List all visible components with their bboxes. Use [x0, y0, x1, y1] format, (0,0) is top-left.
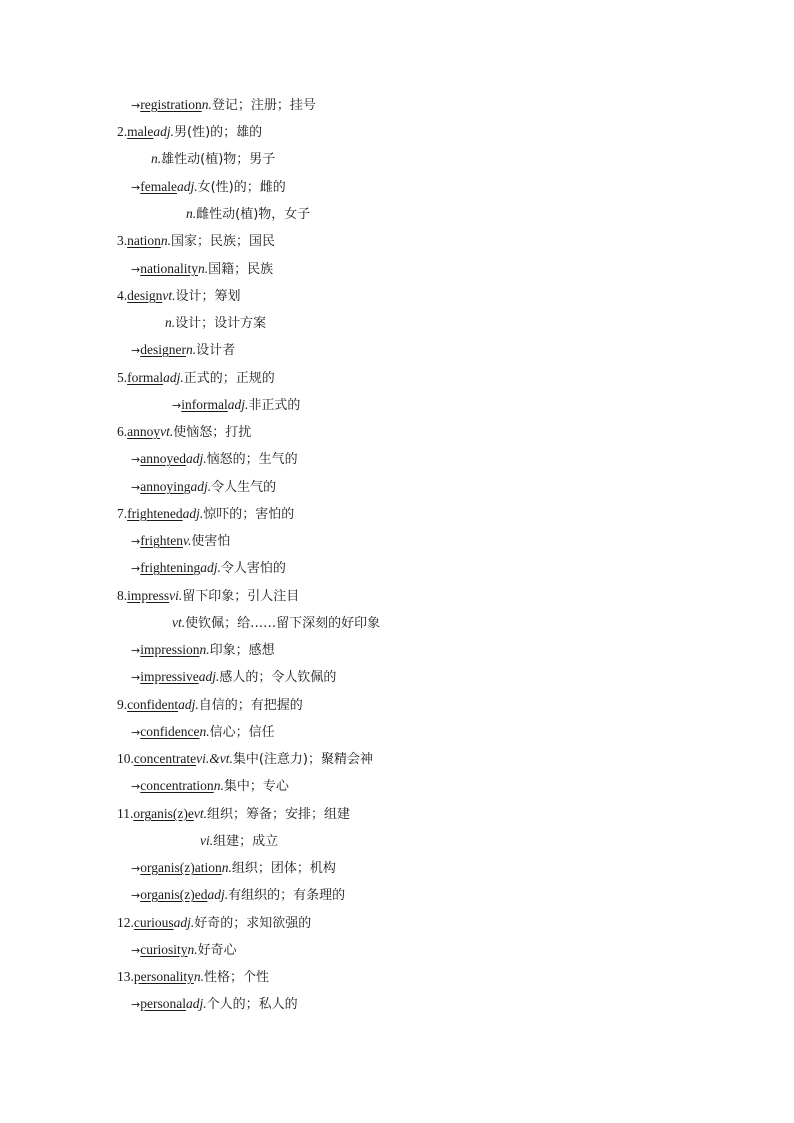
entry-number: 12. [117, 915, 134, 930]
part-of-speech: vt. [193, 806, 207, 821]
vocab-line [117, 914, 311, 932]
part-of-speech: adj. [182, 506, 204, 521]
vocab-line [117, 287, 241, 305]
vocab-word: personal [140, 996, 186, 1011]
part-of-speech: n. [165, 315, 176, 330]
vocab-word: frighten [140, 533, 183, 548]
definition: 雌性动(植)物，女子 [196, 207, 311, 222]
part-of-speech: n. [201, 97, 212, 112]
entry-number: 5. [117, 370, 128, 385]
definition: 集中(注意力)；聚精会神 [232, 752, 373, 767]
definition: 集中；专心 [223, 779, 289, 794]
derivative-arrow-icon: → [131, 671, 141, 684]
vocab-word: formal [127, 370, 164, 385]
vocab-word: organis(z)ation [140, 860, 222, 875]
derivative-arrow-icon: → [131, 181, 141, 194]
vocab-line [117, 369, 275, 387]
definition: 组织；筹备；安排；组建 [206, 807, 350, 822]
vocab-line [131, 941, 237, 959]
entry-number: 13. [117, 969, 134, 984]
vocab-line [172, 614, 380, 632]
vocab-word: impression [140, 642, 200, 657]
entry-number: 2. [117, 124, 128, 139]
part-of-speech: n. [151, 151, 162, 166]
vocab-line [151, 150, 275, 168]
part-of-speech: n. [213, 778, 224, 793]
derivative-arrow-icon: → [131, 562, 141, 575]
definition: 惊吓的；害怕的 [203, 507, 295, 522]
vocab-word: designer [140, 342, 186, 357]
vocab-line [131, 668, 336, 686]
definition: 设计；筹划 [175, 289, 241, 304]
part-of-speech: v. [182, 533, 192, 548]
vocab-word: frightened [127, 506, 183, 521]
definition: 组建；成立 [213, 834, 279, 849]
definition: 男(性)的；雄的 [174, 125, 263, 140]
definition: 非正式的 [248, 398, 301, 413]
vocab-line [165, 314, 266, 332]
vocab-line [131, 641, 275, 659]
definition: 有组织的；有条理的 [228, 888, 346, 903]
vocab-line [131, 178, 286, 196]
vocab-line [186, 205, 310, 223]
part-of-speech: adj. [227, 397, 249, 412]
vocab-line [131, 859, 336, 877]
derivative-arrow-icon: → [131, 99, 141, 112]
definition: 感人的；令人钦佩的 [219, 670, 337, 685]
vocab-line [131, 96, 316, 114]
vocab-line [117, 505, 294, 523]
definition: 令人生气的 [211, 480, 277, 495]
vocab-word: confidence [140, 724, 200, 739]
definition: 好奇的；求知欲强的 [194, 916, 312, 931]
definition: 国家；民族；国民 [171, 234, 276, 249]
part-of-speech: adj. [178, 697, 199, 712]
derivative-arrow-icon: → [131, 344, 141, 357]
vocab-word: informal [181, 397, 228, 412]
vocab-word: annoyed [140, 451, 186, 466]
definition: 设计；设计方案 [175, 316, 267, 331]
definition: 自信的；有把握的 [198, 698, 303, 713]
entry-number: 3. [117, 233, 128, 248]
vocab-word: curiosity [140, 942, 188, 957]
derivative-arrow-icon: → [131, 263, 141, 276]
vocab-line [131, 450, 298, 468]
definition: 雄性动(植)物；男子 [161, 152, 276, 167]
vocab-word: frightening [140, 560, 201, 575]
vocab-word: impressive [140, 669, 199, 684]
definition: 恼怒的；生气的 [206, 452, 298, 467]
part-of-speech: adj. [163, 370, 184, 385]
part-of-speech: adj. [200, 560, 221, 575]
part-of-speech: n. [186, 206, 197, 221]
vocab-word: male [127, 124, 154, 139]
vocab-word: design [127, 288, 163, 303]
derivative-arrow-icon: → [131, 998, 141, 1011]
vocab-line [131, 478, 276, 496]
vocab-word: concentrate [133, 751, 197, 766]
vocab-word: curious [133, 915, 174, 930]
vocab-line [117, 232, 275, 250]
derivative-arrow-icon: → [172, 399, 182, 412]
part-of-speech: n. [193, 969, 204, 984]
vocab-line [131, 886, 345, 904]
part-of-speech: vt. [162, 288, 176, 303]
derivative-arrow-icon: → [131, 481, 141, 494]
part-of-speech: vi. [169, 588, 183, 603]
definition: 组织；团体；机构 [231, 861, 336, 876]
part-of-speech: adj. [190, 479, 212, 494]
definition: 性格；个性 [204, 970, 270, 985]
derivative-arrow-icon: → [131, 726, 141, 739]
derivative-arrow-icon: → [131, 889, 141, 902]
part-of-speech: n. [199, 642, 210, 657]
derivative-arrow-icon: → [131, 780, 141, 793]
part-of-speech: n. [221, 860, 232, 875]
part-of-speech: vt. [160, 424, 174, 439]
vocab-line [117, 805, 350, 823]
vocab-line [200, 832, 278, 850]
definition: 好奇心 [197, 943, 237, 958]
part-of-speech: adj. [207, 887, 229, 902]
part-of-speech: adj. [198, 669, 220, 684]
entry-number: 6. [117, 424, 128, 439]
part-of-speech: n. [199, 724, 210, 739]
derivative-arrow-icon: → [131, 944, 141, 957]
vocab-line [172, 396, 300, 414]
part-of-speech: n. [197, 261, 209, 276]
vocab-word: personality [133, 969, 194, 984]
vocab-word: concentration [140, 778, 214, 793]
vocab-line [131, 532, 230, 550]
derivative-arrow-icon: → [131, 644, 141, 657]
vocab-line [117, 123, 262, 141]
part-of-speech: n. [185, 342, 197, 357]
entry-number: 7. [117, 506, 128, 521]
vocab-line [117, 423, 251, 441]
vocab-word: annoy [127, 424, 161, 439]
part-of-speech: vt. [172, 615, 186, 630]
vocab-word: nationality [140, 261, 198, 276]
vocab-line [117, 587, 299, 605]
part-of-speech: adj. [185, 996, 207, 1011]
derivative-arrow-icon: → [131, 453, 141, 466]
derivative-arrow-icon: → [131, 535, 141, 548]
entry-number: 9. [117, 697, 128, 712]
vocab-line [131, 995, 298, 1013]
vocab-word: female [140, 179, 177, 194]
vocab-line [117, 696, 303, 714]
vocab-word: confident [127, 697, 179, 712]
vocab-line [131, 723, 275, 741]
definition: 留下印象；引人注目 [182, 589, 300, 604]
definition: 女(性)的；雌的 [197, 180, 286, 195]
part-of-speech: adj. [185, 451, 207, 466]
vocab-line [131, 260, 273, 278]
part-of-speech: vi.&vt. [196, 751, 233, 766]
part-of-speech: n. [187, 942, 198, 957]
vocab-line [131, 777, 289, 795]
definition: 国籍；民族 [208, 262, 274, 277]
part-of-speech: vi. [200, 833, 214, 848]
entry-number: 4. [117, 288, 128, 303]
definition: 使钦佩；给……留下深刻的好印象 [185, 616, 381, 631]
part-of-speech: adj. [176, 179, 198, 194]
entry-number: 8. [117, 588, 128, 603]
entry-number: 11. [117, 806, 134, 821]
vocab-line [117, 968, 269, 986]
vocab-line [131, 341, 235, 359]
definition: 个人的；私人的 [206, 997, 298, 1012]
entry-number: 10. [117, 751, 134, 766]
part-of-speech: adj. [173, 915, 195, 930]
vocab-line [131, 559, 286, 577]
definition: 使害怕 [191, 534, 231, 549]
definition: 正式的；正规的 [183, 371, 275, 386]
definition: 令人害怕的 [220, 561, 286, 576]
definition: 印象；感想 [209, 643, 275, 658]
vocab-word: annoying [140, 479, 191, 494]
part-of-speech: n. [160, 233, 171, 248]
derivative-arrow-icon: → [131, 862, 141, 875]
definition: 使恼怒；打扰 [173, 425, 252, 440]
vocab-word: organis(z)e [133, 806, 194, 821]
vocab-word: impress [127, 588, 170, 603]
definition: 信心；信任 [209, 725, 275, 740]
definition: 登记；注册；挂号 [211, 98, 316, 113]
part-of-speech: adj. [153, 124, 175, 139]
definition: 设计者 [196, 343, 236, 358]
vocab-word: nation [127, 233, 161, 248]
vocab-line [117, 750, 373, 768]
vocab-word: organis(z)ed [140, 887, 208, 902]
vocab-word: registration [140, 97, 202, 112]
